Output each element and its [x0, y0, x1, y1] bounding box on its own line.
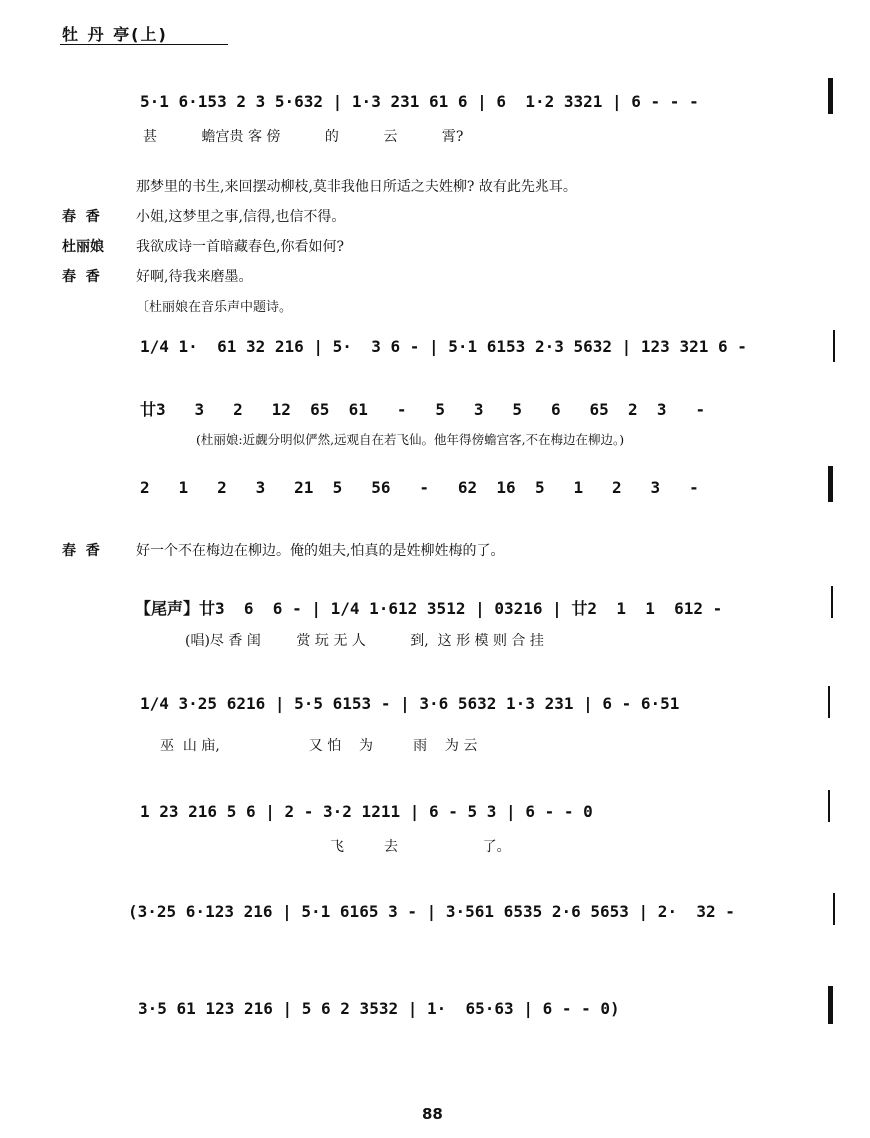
score-line-5-lyrics: (唱)尽 香 闺 赏 玩 无 人 到, 这 形 模 则 合 挂 [185, 633, 544, 649]
page-header-title: 牡 丹 亭(上) [62, 25, 168, 44]
header-rule [60, 44, 228, 45]
recitation-text: (杜丽娘:近觑分明似俨然,远观自在若飞仙。他年得傍蟾宫客,不在梅边在柳边。) [196, 432, 625, 447]
barline-2-end [833, 330, 835, 362]
dialogue-role-3: 杜丽娘 [62, 239, 104, 255]
barline-8-end [833, 893, 835, 925]
score-line-4-notes: 2 1 2 3 21 5 56 - 62 16 5 1 2 3 - [140, 478, 699, 497]
dialogue-text-4: 好啊,待我来磨墨。 [136, 269, 253, 285]
dialogue-text-3: 我欲成诗一首暗藏春色,你看如何? [136, 239, 344, 255]
score-line-6-lyrics: 巫 山 庙, 又 怕 为 雨 为 云 [160, 738, 478, 754]
dialogue-role-2: 春 香 [62, 209, 100, 225]
final-barline-9 [828, 986, 833, 1024]
stage-direction-1: 〔杜丽娘在音乐声中题诗。 [136, 300, 293, 315]
score-line-8-notes: (3·25 6·123 216 | 5·1 6165 3 - | 3·561 6535 2·6 5653 | 2· 32 - [128, 902, 735, 921]
dialogue-role-4: 春 香 [62, 269, 100, 285]
dialogue-role-5: 春 香 [62, 543, 100, 559]
dialogue-text-2: 小姐,这梦里之事,信得,也信不得。 [136, 209, 346, 225]
score-line-3-notes: 廿3 3 2 12 65 61 - 5 3 5 6 65 2 3 - [140, 400, 706, 419]
score-line-6-notes: 1/4 3·25 6216 | 5·5 6153 - | 3·6 5632 1·3 231 | 6 - 6·51 [140, 694, 680, 713]
score-line-7-notes: 1 23 216 5 6 | 2 - 3·2 1211 | 6 - 5 3 | 6 - - 0 [140, 802, 593, 821]
barline-6-end [828, 686, 830, 718]
final-barline-4 [828, 466, 833, 502]
score-line-1-lyrics: 甚 蟾宫贵 客 傍 的 云 霄? [143, 129, 464, 145]
page-number: 88 [422, 1105, 443, 1123]
dialogue-text-1: 那梦里的书生,来回摆动柳枝,莫非我他日所适之夫姓柳? 故有此先兆耳。 [136, 179, 577, 195]
score-line-5-notes: 【尾声】廿3 6 6 - | 1/4 1·612 3512 | 03216 | 廿2 1 1 612 - [135, 599, 723, 618]
barline-5-end [831, 586, 833, 618]
score-line-2-notes: 1/4 1· 61 32 216 | 5· 3 6 - | 5·1 6153 2·3 5632 | 123 321 6 - [140, 337, 747, 356]
dialogue-text-5: 好一个不在梅边在柳边。俺的姐夫,怕真的是姓柳姓梅的了。 [136, 543, 505, 559]
score-line-9-notes: 3·5 61 123 216 | 5 6 2 3532 | 1· 65·63 | 6 - - 0) [138, 999, 620, 1018]
score-line-7-lyrics: 飞 去 了。 [330, 839, 511, 855]
score-line-1-notes: 5·1 6·153 2 3 5·632 | 1·3 231 61 6 | 6 1·2 3321 | 6 - - - [140, 92, 699, 111]
barline-7-end [828, 790, 830, 822]
final-barline-1 [828, 78, 833, 114]
